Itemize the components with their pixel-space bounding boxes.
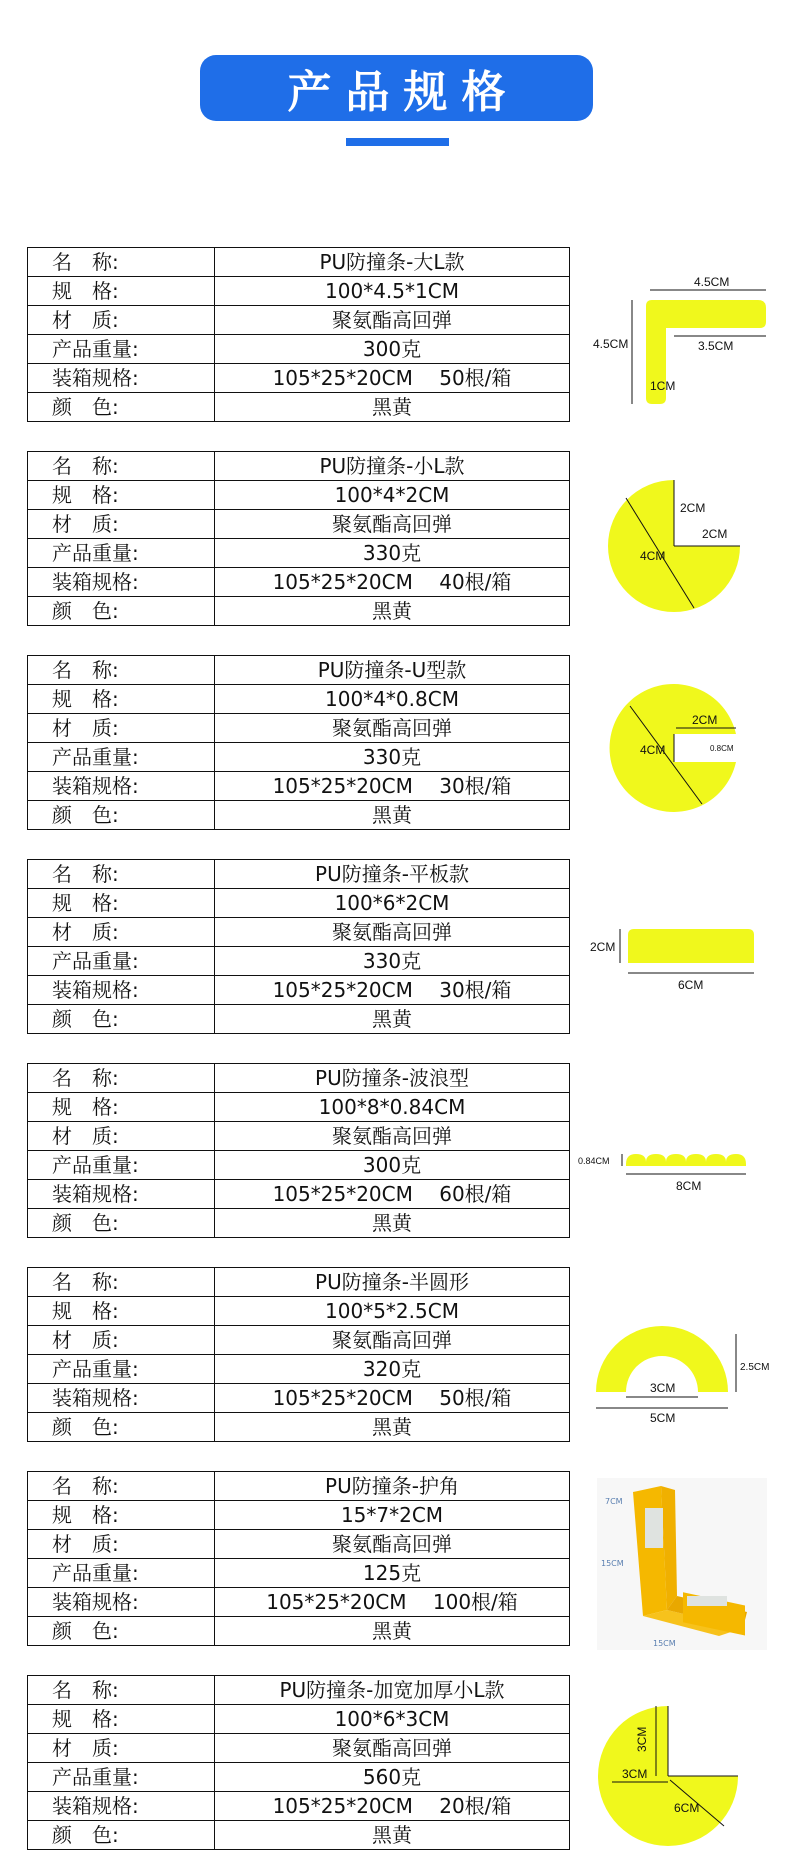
value-packing: 105*25*20CM 100根/箱 [215,1588,570,1617]
label-material: 材 质: [28,510,215,539]
value-weight: 330克 [215,743,570,772]
dim-label-b: 3CM [650,1381,676,1395]
dim-label-b: 15CM [601,1559,624,1568]
label-packing: 装箱规格: [28,772,215,801]
dim-label-b: 2CM [702,527,728,541]
label-weight: 产品重量: [28,1763,215,1792]
label-packing: 装箱规格: [28,1384,215,1413]
label-spec: 规 格: [28,277,215,306]
label-material: 材 质: [28,714,215,743]
label-spec: 规 格: [28,1093,215,1122]
value-spec: 100*5*2.5CM [215,1297,570,1326]
dim-label-d: 1CM [650,379,676,393]
value-spec: 100*8*0.84CM [215,1093,570,1122]
value-material: 聚氨酯高回弹 [215,918,570,947]
dim-label-b: 6CM [678,978,704,992]
label-color: 颜 色: [28,1413,215,1442]
value-material: 聚氨酯高回弹 [215,1326,570,1355]
value-color: 黑黄 [215,1821,570,1850]
label-color: 颜 色: [28,1209,215,1238]
label-name: 名 称: [28,656,215,685]
label-color: 颜 色: [28,393,215,422]
dim-label-c: 5CM [650,1411,676,1425]
value-material: 聚氨酯高回弹 [215,1122,570,1151]
value-name: PU防撞条-平板款 [215,860,570,889]
value-spec: 15*7*2CM [215,1501,570,1530]
dim-label-c: 4CM [640,743,666,757]
u-type-profile [606,682,751,817]
value-packing: 105*25*20CM 50根/箱 [215,364,570,393]
dim-label-c: 3.5CM [698,339,734,353]
label-color: 颜 色: [28,801,215,830]
dim-label-a: 7CM [605,1497,623,1506]
diagram-wave [578,1140,768,1200]
value-color: 黑黄 [215,1209,570,1238]
value-weight: 125克 [215,1559,570,1588]
label-spec: 规 格: [28,889,215,918]
label-weight: 产品重量: [28,1151,215,1180]
spec-table-half-round [27,1267,570,1442]
label-material: 材 质: [28,1530,215,1559]
value-color: 黑黄 [215,1617,570,1646]
value-weight: 320克 [215,1355,570,1384]
value-spec: 100*6*2CM [215,889,570,918]
label-spec: 规 格: [28,1501,215,1530]
label-color: 颜 色: [28,597,215,626]
large-l-profile [590,272,770,412]
value-material: 聚氨酯高回弹 [215,1734,570,1763]
label-material: 材 质: [28,1326,215,1355]
label-color: 颜 色: [28,1005,215,1034]
label-color: 颜 色: [28,1821,215,1850]
label-weight: 产品重量: [28,539,215,568]
diagram-u-type [606,682,751,817]
value-name: PU防撞条-U型款 [215,656,570,685]
label-packing: 装箱规格: [28,568,215,597]
dim-label-a: 2CM [692,713,718,727]
value-color: 黑黄 [215,597,570,626]
value-name: PU防撞条-加宽加厚小L款 [215,1676,570,1705]
value-spec: 100*6*3CM [215,1705,570,1734]
value-packing: 105*25*20CM 20根/箱 [215,1792,570,1821]
value-color: 黑黄 [215,1413,570,1442]
wide-thick-small-l-profile [598,1700,748,1850]
wave-profile [578,1140,768,1200]
value-material: 聚氨酯高回弹 [215,714,570,743]
value-name: PU防撞条-波浪型 [215,1064,570,1093]
dim-label-c: 15CM [653,1639,676,1648]
page-title: 产品规格 [200,55,593,121]
label-packing: 装箱规格: [28,1180,215,1209]
label-name: 名 称: [28,1676,215,1705]
value-spec: 100*4.5*1CM [215,277,570,306]
title-underline [346,138,449,146]
diagram-small-l [606,478,746,618]
spec-table-flat [27,859,570,1034]
value-spec: 100*4*0.8CM [215,685,570,714]
label-material: 材 质: [28,1122,215,1151]
spec-table-u-type [27,655,570,830]
dim-label-b: 4.5CM [593,337,629,351]
label-spec: 规 格: [28,1705,215,1734]
value-color: 黑黄 [215,801,570,830]
corner-guard-illustration [597,1478,767,1650]
spec-table-wave [27,1063,570,1238]
value-material: 聚氨酯高回弹 [215,1530,570,1559]
diagram-large-l [590,272,770,412]
dim-label-a: 2CM [680,501,706,515]
dim-label-c: 4CM [640,549,666,563]
label-spec: 规 格: [28,685,215,714]
dim-label-b: 3CM [622,1767,648,1781]
value-weight: 330克 [215,947,570,976]
half-round-profile [594,1326,774,1426]
dim-label-b: 0.8CM [710,744,734,753]
label-name: 名 称: [28,1268,215,1297]
value-packing: 105*25*20CM 40根/箱 [215,568,570,597]
dim-label-c: 6CM [674,1801,700,1815]
small-l-profile [606,478,746,618]
spec-table-corner-guard [27,1471,570,1646]
value-color: 黑黄 [215,1005,570,1034]
value-name: PU防撞条-大L款 [215,248,570,277]
value-weight: 560克 [215,1763,570,1792]
dim-label-b: 8CM [676,1179,702,1193]
corner-guard-photo [597,1478,767,1650]
diagram-half-round [594,1326,774,1426]
dim-label-a: 3CM [635,1726,649,1752]
label-spec: 规 格: [28,481,215,510]
dim-label-a: 2CM [590,940,616,954]
label-material: 材 质: [28,1734,215,1763]
value-packing: 105*25*20CM 50根/箱 [215,1384,570,1413]
value-material: 聚氨酯高回弹 [215,510,570,539]
dim-label-a: 4.5CM [694,275,730,289]
label-weight: 产品重量: [28,947,215,976]
value-color: 黑黄 [215,393,570,422]
value-packing: 105*25*20CM 30根/箱 [215,772,570,801]
label-packing: 装箱规格: [28,364,215,393]
label-name: 名 称: [28,860,215,889]
value-packing: 105*25*20CM 60根/箱 [215,1180,570,1209]
label-color: 颜 色: [28,1617,215,1646]
value-spec: 100*4*2CM [215,481,570,510]
label-packing: 装箱规格: [28,976,215,1005]
value-name: PU防撞条-护角 [215,1472,570,1501]
value-weight: 300克 [215,1151,570,1180]
spec-table-small-l [27,451,570,626]
label-weight: 产品重量: [28,1559,215,1588]
label-material: 材 质: [28,306,215,335]
flat-profile [590,925,770,1005]
label-material: 材 质: [28,918,215,947]
dim-label-a: 0.84CM [578,1156,610,1166]
label-name: 名 称: [28,248,215,277]
diagram-wide-thick-small-l [598,1700,748,1850]
value-name: PU防撞条-半圆形 [215,1268,570,1297]
spec-table-large-l [27,247,570,422]
label-weight: 产品重量: [28,335,215,364]
label-packing: 装箱规格: [28,1792,215,1821]
diagram-flat [590,925,770,1005]
value-name: PU防撞条-小L款 [215,452,570,481]
label-weight: 产品重量: [28,1355,215,1384]
label-name: 名 称: [28,1064,215,1093]
label-weight: 产品重量: [28,743,215,772]
spec-table-wide-thick-small-l [27,1675,570,1850]
label-name: 名 称: [28,1472,215,1501]
value-material: 聚氨酯高回弹 [215,306,570,335]
label-packing: 装箱规格: [28,1588,215,1617]
label-name: 名 称: [28,452,215,481]
value-packing: 105*25*20CM 30根/箱 [215,976,570,1005]
value-weight: 300克 [215,335,570,364]
value-weight: 330克 [215,539,570,568]
dim-label-a: 2.5CM [740,1362,770,1373]
label-spec: 规 格: [28,1297,215,1326]
